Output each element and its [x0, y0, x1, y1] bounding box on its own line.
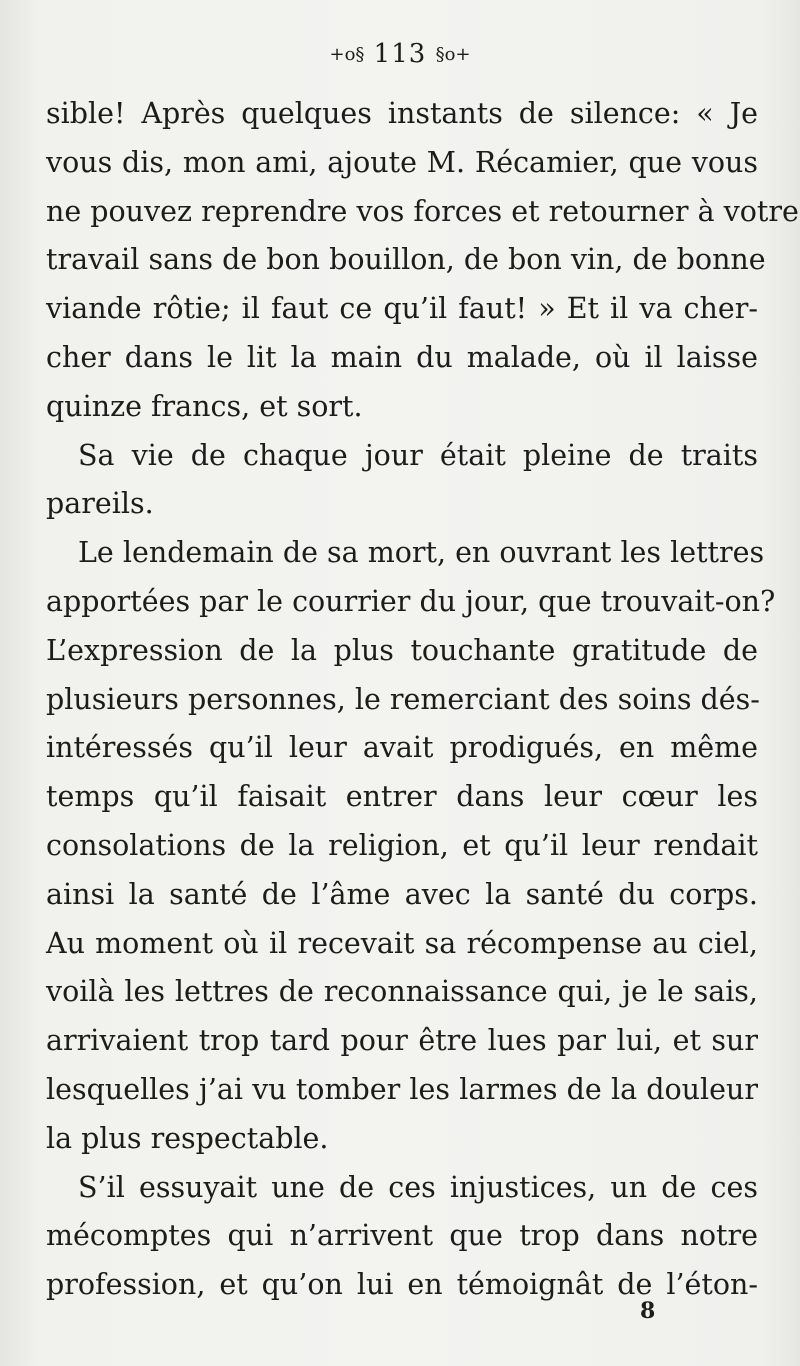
signature-mark: 8 [640, 1298, 656, 1324]
text-line: vous dis, mon ami, ajoute M. Récamier, que vous [46, 145, 758, 179]
text-line: apportées par le courrier du jour, que trouvait-on? [46, 584, 776, 618]
text-line: la plus respectable. [46, 1121, 329, 1155]
left-ornament: +o§ [329, 44, 365, 65]
paragraph-start-line: S’il essuyait une de ces injustices, un de ces [78, 1170, 758, 1204]
text-line: ne pouvez reprendre vos forces et retourner à votre [46, 194, 799, 228]
body-text [46, 90, 799, 1310]
text-line: plusieurs personnes, le remerciant des soins dés- [46, 682, 760, 716]
paragraph-start-line: Sa vie de chaque jour était pleine de traits [78, 438, 758, 472]
text-line: consolations de la religion, et qu’il leur rendait [46, 828, 758, 862]
text-line: Au moment où il recevait sa récompense au ciel, [46, 926, 758, 960]
text-line: voilà les lettres de reconnaissance qui, je le sais, [46, 975, 758, 1009]
text-line: temps qu’il faisait entrer dans leur cœur les [46, 780, 758, 814]
text-line: arrivaient trop tard pour être lues par lui, et sur [46, 1024, 758, 1058]
text-line: profession, et qu’on lui en témoignât de l’éton- [46, 1268, 758, 1302]
text-line: intéressés qu’il leur avait prodigués, en même [46, 731, 758, 765]
text-line: ainsi la santé de l’âme avec la santé du corps. [46, 877, 758, 911]
text-line: cher dans le lit la main du malade, où il laisse [46, 340, 758, 374]
text-line: quinze francs, et sort. [46, 389, 363, 423]
text-line: sible! Après quelques instants de silence: « Je [46, 97, 758, 130]
text-line: L’expression de la plus touchante gratitude de [46, 633, 758, 667]
text-line: mécomptes qui n’arrivent que trop dans notre [46, 1219, 758, 1253]
text-line: viande rôtie; il faut ce qu’il faut! » Et il va cher- [46, 292, 758, 326]
right-ornament: §o+ [435, 44, 471, 65]
running-header [0, 38, 800, 71]
text-line: travail sans de bon bouillon, de bon vin, de bonne [46, 243, 766, 277]
text-line: pareils. [46, 487, 154, 521]
text-line: lesquelles j’ai vu tomber les larmes de la douleur [46, 1072, 758, 1106]
page-number: 113 [373, 39, 427, 69]
paragraph-start-line: Le lendemain de sa mort, en ouvrant les lettres [78, 536, 765, 570]
